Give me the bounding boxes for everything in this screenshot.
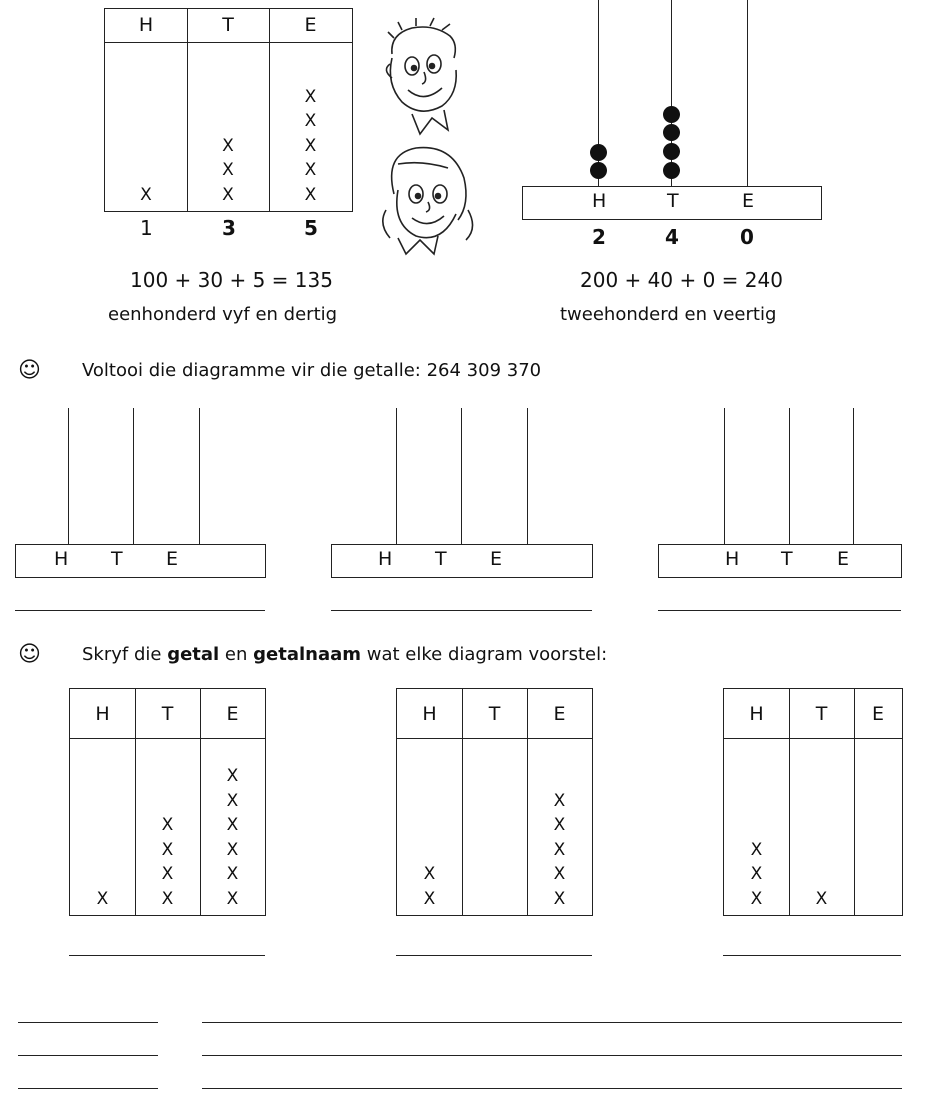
- column-units: [269, 9, 353, 211]
- abacus-label-tens: T: [667, 190, 679, 212]
- column-tens: [135, 689, 201, 915]
- number-answer-line[interactable]: [18, 1055, 158, 1056]
- cross-marks: X: [140, 184, 152, 205]
- column-hundreds: [105, 9, 188, 211]
- place-value-table: [396, 688, 593, 916]
- abacus-label-units: E: [490, 548, 503, 570]
- column-hundreds: [724, 689, 790, 915]
- answer-line[interactable]: [69, 955, 265, 956]
- column-header: E: [226, 703, 239, 725]
- task2-instruction: Skryf die getal en getalnaam wat elke diagram voorstel:: [82, 644, 608, 665]
- column-header: T: [161, 703, 174, 725]
- abacus-rod-units: [747, 0, 748, 186]
- abacus-rod: [527, 408, 528, 545]
- header-divider: [724, 738, 902, 739]
- cartoon-children-illustration: [372, 14, 482, 264]
- column-header: E: [553, 703, 566, 725]
- column-header: H: [749, 703, 764, 725]
- number-answer-line[interactable]: [18, 1088, 158, 1089]
- column-header: E: [304, 14, 317, 36]
- column-header: T: [222, 14, 234, 36]
- column-units: [200, 689, 266, 915]
- cross-marks: X X: [423, 864, 436, 909]
- column-header: H: [95, 703, 110, 725]
- column-tens: [462, 689, 528, 915]
- abacus-digit-tens: 4: [665, 225, 679, 249]
- cross-marks: X: [96, 888, 109, 909]
- bead: [663, 124, 680, 141]
- answer-line[interactable]: [658, 610, 901, 611]
- answer-line[interactable]: [723, 955, 901, 956]
- digit-units: 5: [304, 216, 318, 240]
- cross-marks: X: [815, 888, 828, 909]
- abacus-rod: [461, 408, 462, 545]
- example-place-value-table: [104, 8, 353, 212]
- column-units: [527, 689, 593, 915]
- abacus-base: [522, 186, 822, 220]
- abacus-label-units: E: [742, 190, 755, 212]
- abacus-label-hundreds: H: [54, 548, 69, 570]
- abacus-label-hundreds: H: [592, 190, 607, 212]
- header-divider: [105, 42, 352, 43]
- abacus-label-hundreds: H: [378, 548, 393, 570]
- abacus-rod: [724, 408, 725, 545]
- empty-abacus-base: [15, 544, 266, 578]
- number-name-answer-line[interactable]: [202, 1022, 902, 1023]
- abacus-rod: [789, 408, 790, 545]
- abacus-label-hundreds: H: [725, 548, 740, 570]
- abacus-label-units: E: [837, 548, 850, 570]
- number-name-answer-line[interactable]: [202, 1055, 902, 1056]
- abacus-digit-hundreds: 2: [592, 225, 606, 249]
- column-hundreds: [397, 689, 463, 915]
- expanded-notation: 100 + 30 + 5 = 135: [130, 268, 333, 292]
- header-divider: [397, 738, 592, 739]
- column-header: T: [488, 703, 501, 725]
- column-tens: [789, 689, 855, 915]
- cross-marks: X X X X X: [304, 86, 317, 205]
- number-answer-line[interactable]: [18, 1022, 158, 1023]
- abacus-rod: [199, 408, 200, 545]
- cross-marks: X X X X X X: [226, 766, 239, 909]
- column-units: [854, 689, 903, 915]
- cross-marks: X X X X X: [553, 790, 566, 909]
- answer-line[interactable]: [396, 955, 592, 956]
- abacus-digit-units: 0: [740, 225, 754, 249]
- smiley-icon: ☺: [18, 358, 41, 383]
- abacus-label-tens: T: [111, 548, 123, 570]
- place-value-table: [723, 688, 903, 916]
- place-value-table: [69, 688, 266, 916]
- column-header: T: [815, 703, 828, 725]
- column-header: H: [138, 14, 154, 36]
- cross-marks: X X X X: [161, 815, 174, 909]
- abacus-rod: [396, 408, 397, 545]
- abacus-number-name: tweehonderd en veertig: [560, 304, 777, 325]
- abacus-rod: [68, 408, 69, 545]
- column-hundreds: [70, 689, 136, 915]
- cross-marks: X X X: [222, 135, 234, 205]
- column-tens: [187, 9, 270, 211]
- task1-instruction: Voltooi die diagramme vir die getalle: 264 309 370: [82, 360, 542, 381]
- answer-line[interactable]: [331, 610, 592, 611]
- bead: [663, 162, 680, 179]
- bead: [590, 144, 607, 161]
- digit-hundreds: 1: [140, 216, 153, 240]
- bead: [590, 162, 607, 179]
- number-name-answer-line[interactable]: [202, 1088, 902, 1089]
- abacus-label-tens: T: [435, 548, 447, 570]
- empty-abacus-base: [331, 544, 593, 578]
- abacus-expanded-notation: 200 + 40 + 0 = 240: [580, 268, 783, 292]
- abacus-rod: [853, 408, 854, 545]
- cross-marks: X X X: [750, 839, 763, 909]
- header-divider: [70, 738, 265, 739]
- number-name: eenhonderd vyf en dertig: [108, 304, 338, 325]
- smiley-icon: ☺: [18, 642, 41, 667]
- bead: [663, 106, 680, 123]
- digit-tens: 3: [222, 216, 236, 240]
- column-header: H: [422, 703, 437, 725]
- abacus-label-tens: T: [781, 548, 793, 570]
- answer-line[interactable]: [15, 610, 265, 611]
- abacus-label-units: E: [166, 548, 179, 570]
- empty-abacus-base: [658, 544, 902, 578]
- bead: [663, 143, 680, 160]
- column-header: E: [871, 703, 884, 725]
- abacus-rod: [133, 408, 134, 545]
